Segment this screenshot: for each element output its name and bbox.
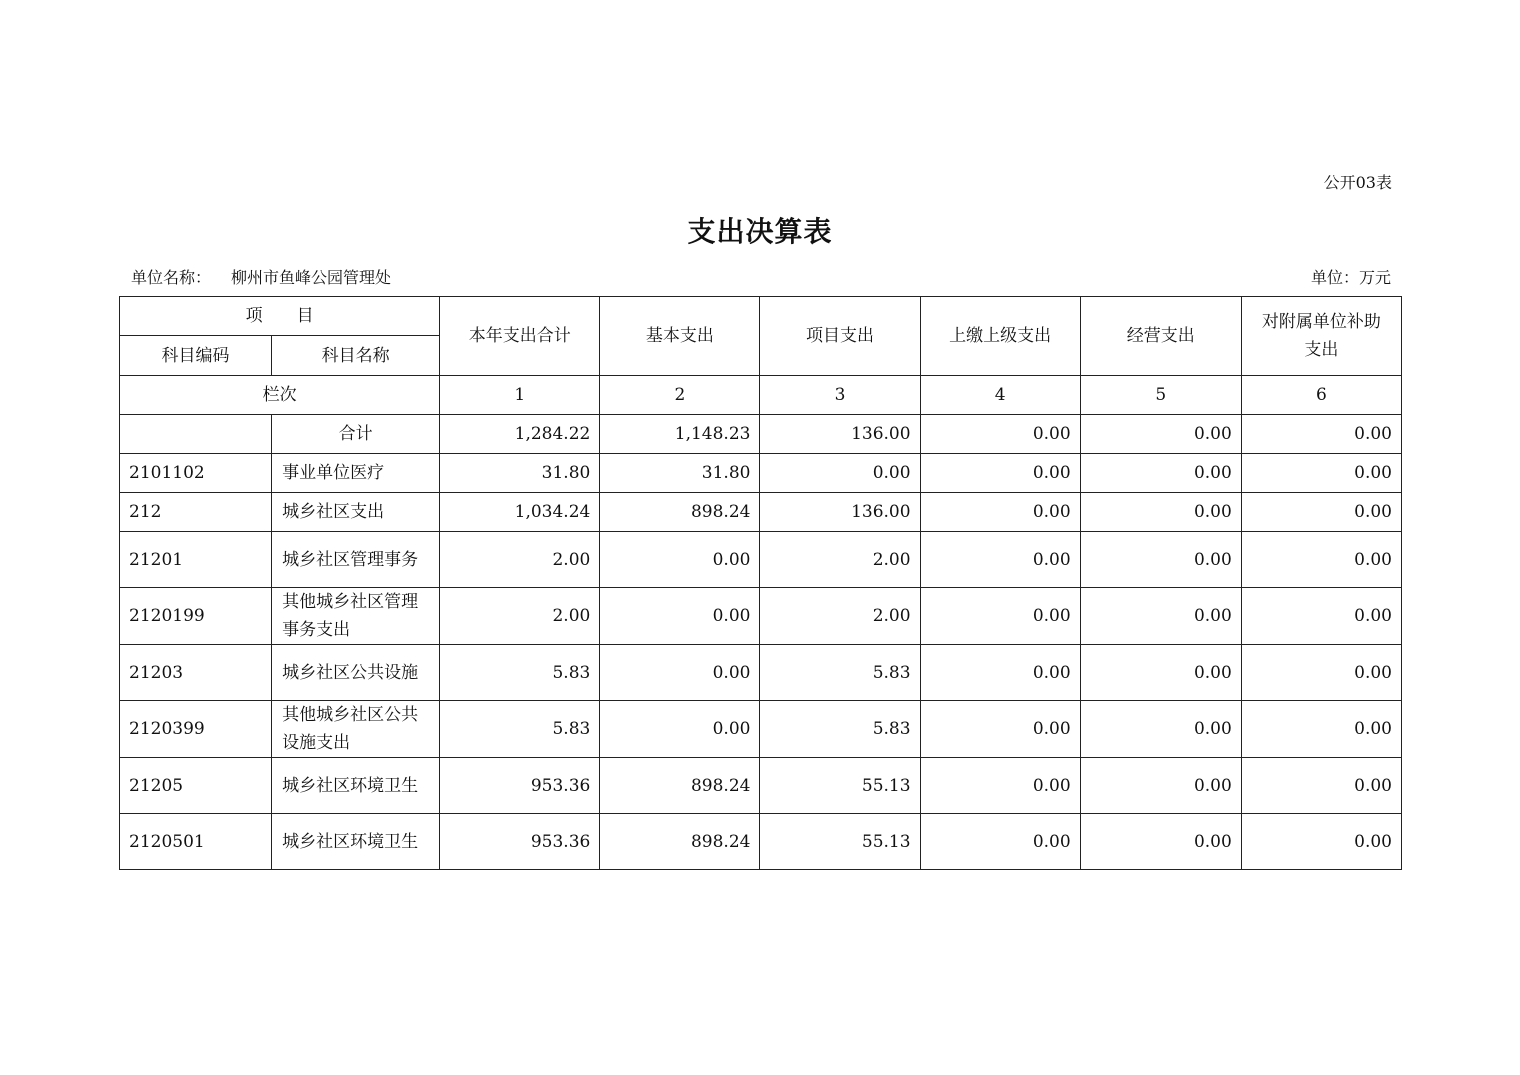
column-index-row	[120, 376, 1402, 415]
amount-cell: 0.00	[1241, 701, 1401, 758]
column-index: 4	[920, 376, 1080, 415]
currency-unit: 单位：万元	[1310, 268, 1391, 287]
unit-name-value: 柳州市鱼峰公园管理处	[231, 268, 392, 287]
subject-name-cell: 城乡社区管理事务	[272, 532, 440, 588]
amount-cell: 953.36	[440, 758, 600, 814]
amount-cell: 5.83	[440, 701, 600, 758]
amount-cell: 0.00	[1080, 814, 1241, 870]
header-upper: 上缴上级支出	[920, 297, 1080, 376]
header-total: 本年支出合计	[440, 297, 600, 376]
amount-cell: 0.00	[1241, 493, 1401, 532]
header-item: 项 目	[120, 297, 440, 336]
amount-cell: 0.00	[1241, 532, 1401, 588]
amount-cell: 0.00	[1080, 645, 1241, 701]
amount-cell: 0.00	[1241, 588, 1401, 645]
amount-cell: 1,284.22	[440, 415, 600, 454]
amount-cell: 0.00	[920, 493, 1080, 532]
amount-cell: 0.00	[1080, 758, 1241, 814]
column-index: 1	[440, 376, 600, 415]
subject-code-cell: 2120399	[120, 701, 272, 758]
amount-cell: 0.00	[600, 645, 760, 701]
unit-name-label: 单位名称：	[131, 268, 212, 287]
amount-cell: 0.00	[600, 532, 760, 588]
amount-cell: 0.00	[1241, 415, 1401, 454]
amount-cell: 0.00	[1080, 493, 1241, 532]
amount-cell: 898.24	[600, 758, 760, 814]
column-index: 3	[760, 376, 920, 415]
header-row-1	[120, 297, 1402, 336]
header-basic: 基本支出	[600, 297, 760, 376]
table-row	[120, 454, 1402, 493]
header-project: 项目支出	[760, 297, 920, 376]
subject-name-cell: 合计	[272, 415, 440, 454]
amount-cell: 0.00	[760, 454, 920, 493]
subject-code-cell: 2120199	[120, 588, 272, 645]
amount-cell: 55.13	[760, 814, 920, 870]
form-number: 公开03表	[1323, 173, 1392, 192]
subject-code-cell: 212	[120, 493, 272, 532]
column-index: 5	[1080, 376, 1241, 415]
subject-name-cell: 事业单位医疗	[272, 454, 440, 493]
amount-cell: 0.00	[920, 454, 1080, 493]
amount-cell: 0.00	[1241, 454, 1401, 493]
amount-cell: 0.00	[920, 701, 1080, 758]
table-row	[120, 814, 1402, 870]
amount-cell: 2.00	[760, 532, 920, 588]
table-row	[120, 701, 1402, 758]
amount-cell: 0.00	[920, 814, 1080, 870]
amount-cell: 5.83	[760, 645, 920, 701]
amount-cell: 0.00	[1241, 758, 1401, 814]
amount-cell: 0.00	[920, 758, 1080, 814]
amount-cell: 0.00	[600, 701, 760, 758]
unit-name-group	[131, 265, 391, 288]
table-row	[120, 532, 1402, 588]
subject-name-cell: 其他城乡社区管理事务支出	[272, 588, 440, 645]
amount-cell: 0.00	[1080, 454, 1241, 493]
amount-cell: 1,034.24	[440, 493, 600, 532]
amount-cell: 55.13	[760, 758, 920, 814]
amount-cell: 136.00	[760, 493, 920, 532]
amount-cell: 0.00	[1080, 415, 1241, 454]
header-name: 科目名称	[272, 336, 440, 376]
amount-cell: 898.24	[600, 493, 760, 532]
subject-name-cell: 城乡社区公共设施	[272, 645, 440, 701]
table-row	[120, 588, 1402, 645]
header-code: 科目编码	[120, 336, 272, 376]
table-row	[120, 645, 1402, 701]
amount-cell: 136.00	[760, 415, 920, 454]
table-row	[120, 493, 1402, 532]
amount-cell: 0.00	[920, 415, 1080, 454]
amount-cell: 0.00	[1080, 532, 1241, 588]
total-row	[120, 415, 1402, 454]
subject-name-cell: 其他城乡社区公共设施支出	[272, 701, 440, 758]
amount-cell: 2.00	[440, 588, 600, 645]
subject-code-cell: 21205	[120, 758, 272, 814]
amount-cell: 2.00	[760, 588, 920, 645]
subject-code-cell	[120, 415, 272, 454]
expenditure-table	[119, 296, 1402, 870]
subject-name-cell: 城乡社区环境卫生	[272, 758, 440, 814]
subject-code-cell: 21201	[120, 532, 272, 588]
amount-cell: 0.00	[600, 588, 760, 645]
column-index-label: 栏次	[120, 376, 440, 415]
subject-code-cell: 2120501	[120, 814, 272, 870]
amount-cell: 31.80	[600, 454, 760, 493]
amount-cell: 5.83	[760, 701, 920, 758]
subject-code-cell: 21203	[120, 645, 272, 701]
amount-cell: 953.36	[440, 814, 600, 870]
page-title: 支出决算表	[687, 215, 833, 248]
column-index: 2	[600, 376, 760, 415]
table-row	[120, 758, 1402, 814]
amount-cell: 5.83	[440, 645, 600, 701]
amount-cell: 0.00	[920, 532, 1080, 588]
subject-name-cell: 城乡社区支出	[272, 493, 440, 532]
amount-cell: 0.00	[1080, 701, 1241, 758]
amount-cell: 2.00	[440, 532, 600, 588]
amount-cell: 898.24	[600, 814, 760, 870]
header-operating: 经营支出	[1080, 297, 1241, 376]
amount-cell: 0.00	[1241, 814, 1401, 870]
amount-cell: 31.80	[440, 454, 600, 493]
amount-cell: 0.00	[920, 588, 1080, 645]
subject-name-cell: 城乡社区环境卫生	[272, 814, 440, 870]
subject-code-cell: 2101102	[120, 454, 272, 493]
amount-cell: 0.00	[1080, 588, 1241, 645]
amount-cell: 1,148.23	[600, 415, 760, 454]
column-index: 6	[1241, 376, 1401, 415]
amount-cell: 0.00	[920, 645, 1080, 701]
header-subsidy: 对附属单位补助支出	[1241, 297, 1401, 376]
amount-cell: 0.00	[1241, 645, 1401, 701]
